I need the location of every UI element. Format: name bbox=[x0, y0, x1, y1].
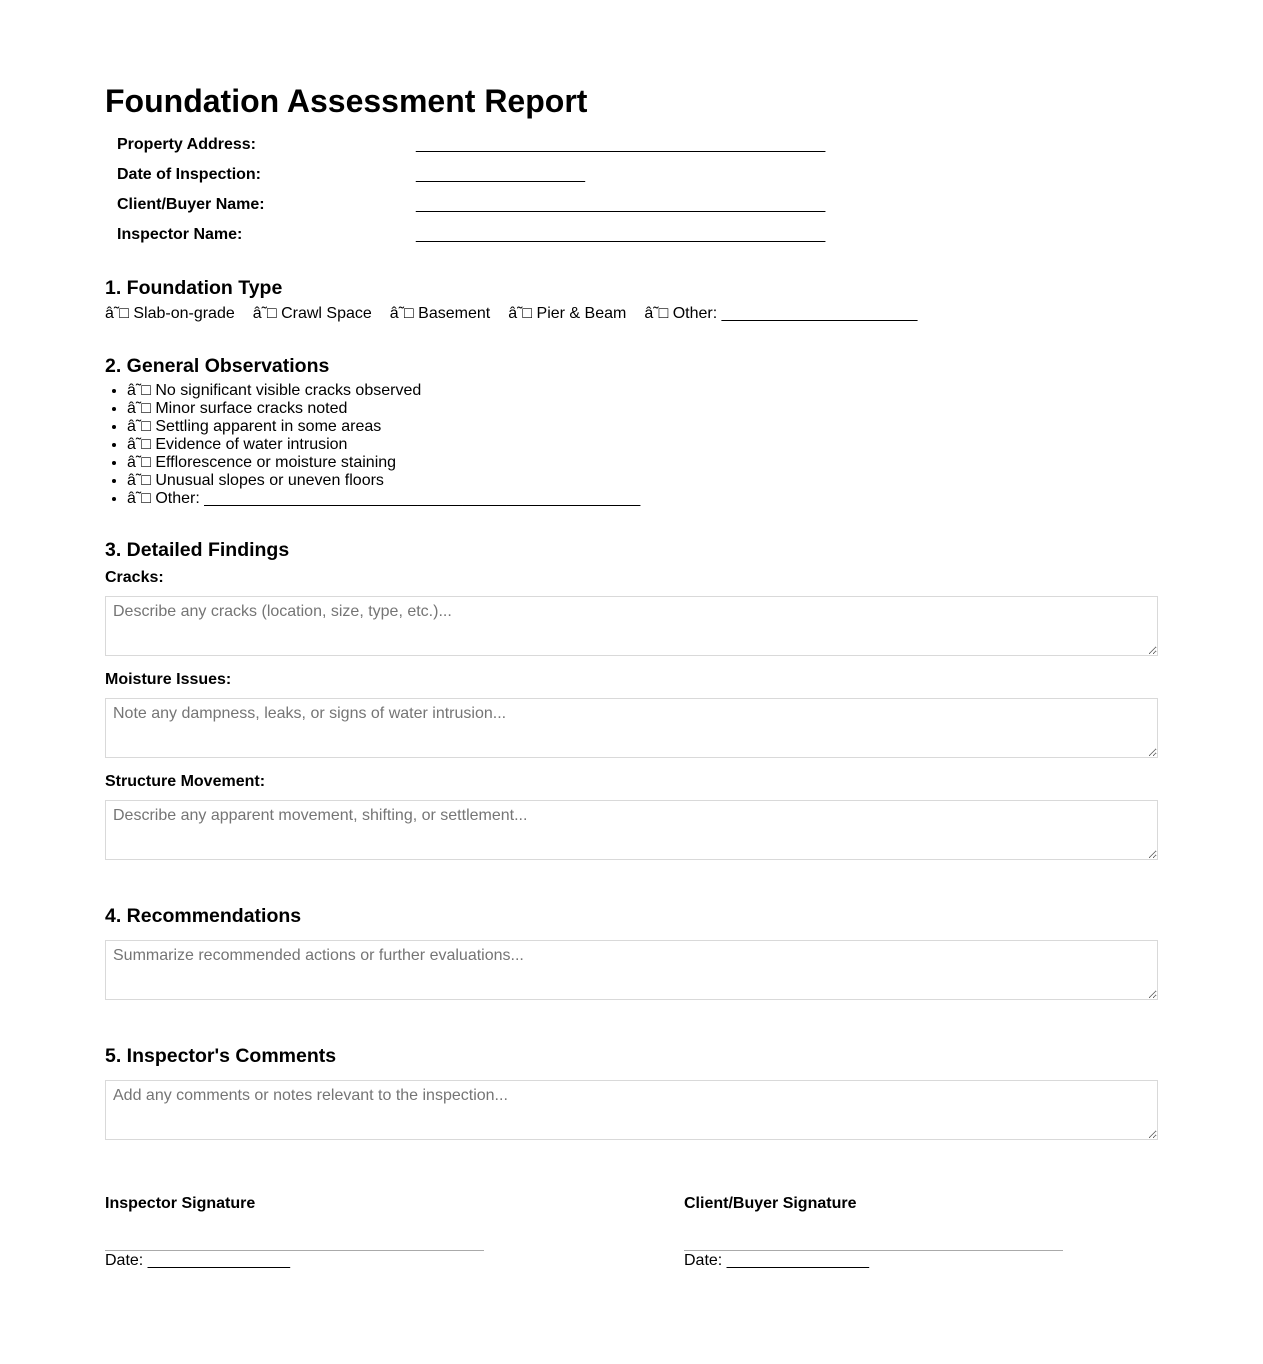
list-item[interactable] bbox=[127, 472, 1158, 490]
page-title: Foundation Assessment Report bbox=[105, 83, 588, 119]
date-of-inspection-blank[interactable]: ___________________ bbox=[416, 166, 586, 183]
item-label: Efflorescence or moisture staining bbox=[155, 454, 397, 471]
checkbox-icon: â˜□ bbox=[127, 400, 151, 417]
option-label: Crawl Space bbox=[281, 305, 372, 322]
cracks-textarea[interactable] bbox=[105, 596, 1158, 656]
client-signature-line[interactable] bbox=[684, 1214, 1063, 1251]
checkbox-icon: â˜□ bbox=[127, 472, 151, 489]
list-item[interactable] bbox=[127, 382, 1158, 400]
list-item[interactable] bbox=[127, 436, 1158, 454]
info-row-client-buyer-name bbox=[109, 190, 833, 220]
checkbox-icon: â˜□ bbox=[644, 305, 669, 322]
observations-list bbox=[105, 382, 1158, 508]
date-label: Date: bbox=[105, 1252, 144, 1269]
item-label: Evidence of water intrusion bbox=[155, 436, 348, 453]
checkbox-icon: â˜□ bbox=[127, 436, 151, 453]
checkbox-icon: â˜□ bbox=[127, 454, 151, 471]
checkbox-icon: â˜□ bbox=[127, 382, 151, 399]
other-blank[interactable]: ______________________ bbox=[721, 305, 918, 322]
foundation-type-options bbox=[105, 304, 1158, 324]
option-slab-on-grade[interactable] bbox=[105, 305, 235, 322]
section-heading: 1. Foundation Type bbox=[105, 277, 283, 299]
option-label: Pier & Beam bbox=[536, 305, 627, 322]
inspector-comments-section bbox=[105, 1044, 1158, 1140]
inspector-comments-textarea[interactable] bbox=[105, 1080, 1158, 1140]
general-observations-section bbox=[105, 354, 1158, 508]
detailed-findings-section bbox=[105, 538, 1158, 860]
checkbox-icon: â˜□ bbox=[508, 305, 533, 322]
cracks-label: Cracks: bbox=[105, 569, 164, 586]
info-label: Client/Buyer Name: bbox=[117, 196, 265, 213]
inspector-signature-line[interactable] bbox=[105, 1214, 484, 1251]
option-basement[interactable] bbox=[390, 305, 490, 322]
section-heading: 3. Detailed Findings bbox=[105, 539, 290, 561]
checkbox-icon: â˜□ bbox=[389, 305, 414, 322]
list-item[interactable] bbox=[127, 418, 1158, 436]
signature-date bbox=[105, 1251, 484, 1271]
checkbox-icon: â˜□ bbox=[127, 490, 151, 507]
signature-title: Client/Buyer Signature bbox=[684, 1195, 857, 1212]
property-address-blank[interactable]: ______________________________________________ bbox=[416, 136, 826, 153]
item-label: Unusual slopes or uneven floors bbox=[155, 472, 384, 489]
list-item[interactable] bbox=[127, 454, 1158, 472]
recommendations-section bbox=[105, 904, 1158, 1000]
date-blank[interactable]: ________________ bbox=[147, 1252, 291, 1269]
info-label: Property Address: bbox=[117, 136, 256, 153]
checkbox-icon: â˜□ bbox=[252, 305, 277, 322]
property-info-table bbox=[109, 130, 833, 250]
option-pier-and-beam[interactable] bbox=[508, 305, 626, 322]
recommendations-textarea[interactable] bbox=[105, 940, 1158, 1000]
inspector-signature-block bbox=[105, 1194, 484, 1271]
checkbox-icon: â˜□ bbox=[105, 305, 129, 322]
signatures-block bbox=[105, 1194, 1158, 1271]
inspector-name-blank[interactable]: ______________________________________________ bbox=[416, 226, 826, 243]
client-buyer-name-blank[interactable]: ______________________________________________ bbox=[416, 196, 826, 213]
section-heading: 4. Recommendations bbox=[105, 905, 302, 927]
item-label: Minor surface cracks noted bbox=[155, 400, 348, 417]
option-crawl-space[interactable] bbox=[253, 305, 372, 322]
structure-movement-textarea[interactable] bbox=[105, 800, 1158, 860]
info-row-inspector-name bbox=[109, 220, 833, 250]
option-other[interactable] bbox=[644, 305, 917, 322]
signature-title: Inspector Signature bbox=[105, 1195, 256, 1212]
option-label: Slab-on-grade bbox=[133, 305, 235, 322]
item-label: Other: bbox=[155, 490, 200, 507]
list-item[interactable] bbox=[127, 490, 1158, 508]
moisture-issues-textarea[interactable] bbox=[105, 698, 1158, 758]
info-row-property-address bbox=[109, 130, 833, 160]
moisture-issues-label: Moisture Issues: bbox=[105, 671, 232, 688]
structure-movement-label: Structure Movement: bbox=[105, 773, 266, 790]
date-label: Date: bbox=[684, 1252, 723, 1269]
section-heading: 2. General Observations bbox=[105, 355, 330, 377]
client-signature-block bbox=[684, 1194, 1063, 1271]
list-item[interactable] bbox=[127, 400, 1158, 418]
info-label: Inspector Name: bbox=[117, 226, 243, 243]
foundation-type-section bbox=[105, 276, 1158, 324]
other-blank[interactable]: _________________________________________________ bbox=[204, 490, 641, 507]
signature-date bbox=[684, 1251, 1063, 1271]
section-heading: 5. Inspector's Comments bbox=[105, 1045, 337, 1067]
option-label: Basement bbox=[418, 305, 491, 322]
item-label: Settling apparent in some areas bbox=[155, 418, 382, 435]
info-label: Date of Inspection: bbox=[117, 166, 262, 183]
checkbox-icon: â˜□ bbox=[127, 418, 151, 435]
date-blank[interactable]: ________________ bbox=[726, 1252, 870, 1269]
option-label: Other: bbox=[672, 305, 718, 322]
info-row-date-of-inspection bbox=[109, 160, 833, 190]
item-label: No significant visible cracks observed bbox=[155, 382, 422, 399]
